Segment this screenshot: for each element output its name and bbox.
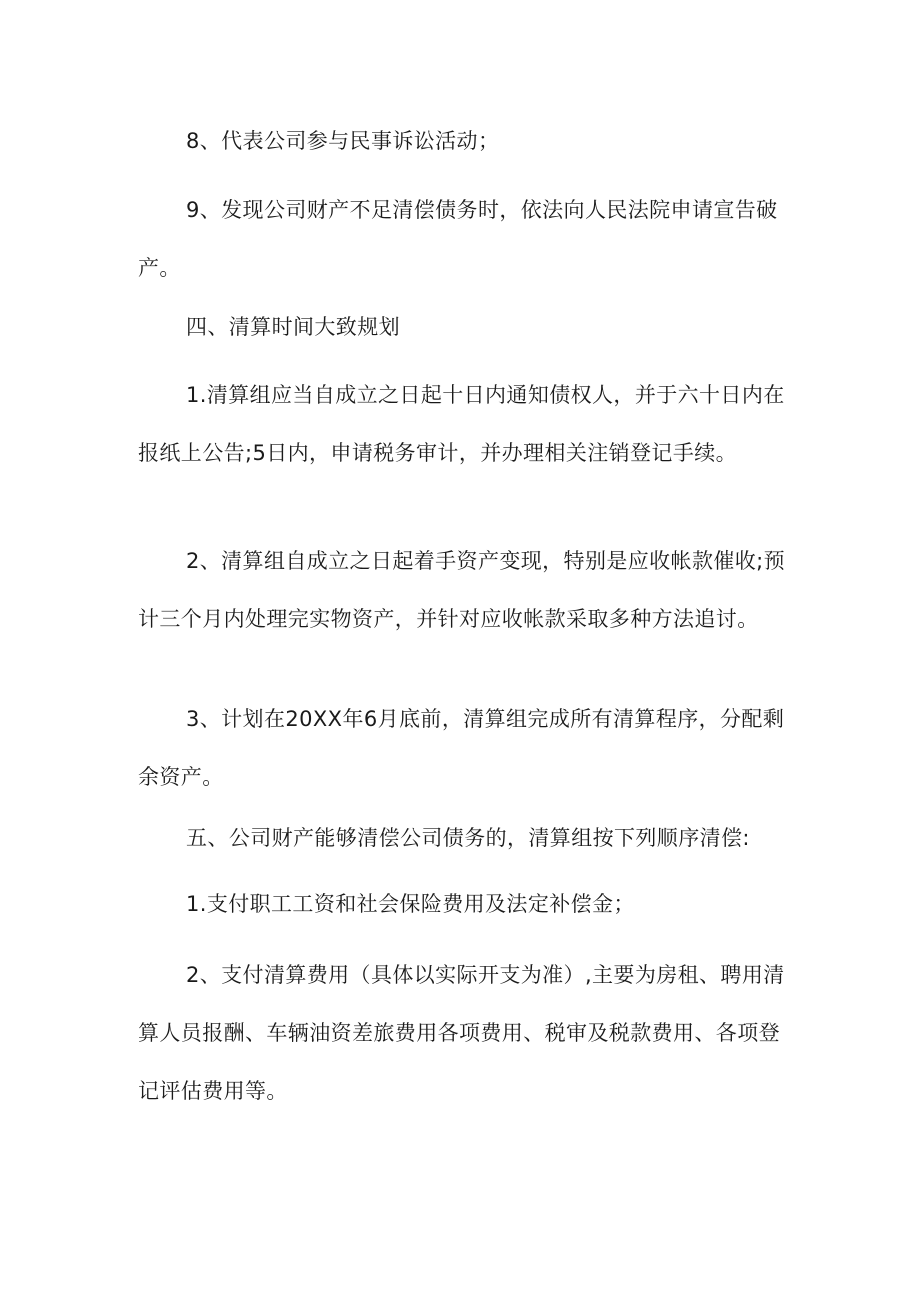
paragraph-plan-1: 1.清算组应当自成立之日起十日内通知债权人，并于六十日内在报纸上公告;5日内，申请税务审计，并办理相关注销登记手续。: [138, 383, 785, 465]
section-heading-4: 四、清算时间大致规划: [186, 315, 400, 339]
paragraph-item-8: 8、代表公司参与民事诉讼活动；: [186, 129, 500, 153]
paragraph-pay-1: 1.支付职工工资和社会保险费用及法定补偿金；: [186, 892, 635, 916]
paragraph-item-9: 9、发现公司财产不足清偿债务时，依法向人民法院申请宣告破产。: [138, 198, 778, 280]
paragraph-plan-3: 3、计划在20XX年6月底前，清算组完成所有清算程序，分配剩余资产。: [138, 707, 785, 789]
section-heading-5: 五、公司财产能够清偿公司债务的，清算组按下列顺序清偿:: [186, 826, 750, 850]
paragraph-pay-2: 2、支付清算费用（具体以实际开支为准）,主要为房租、聘用清算人员报酬、车辆油资差旅费用各项费用、税审及税款费用、各项登记评估费用等。: [138, 963, 785, 1103]
paragraph-plan-2: 2、清算组自成立之日起着手资产变现，特别是应收帐款催收;预计三个月内处理完实物资产，并针对应收帐款采取多种方法追讨。: [138, 549, 786, 631]
